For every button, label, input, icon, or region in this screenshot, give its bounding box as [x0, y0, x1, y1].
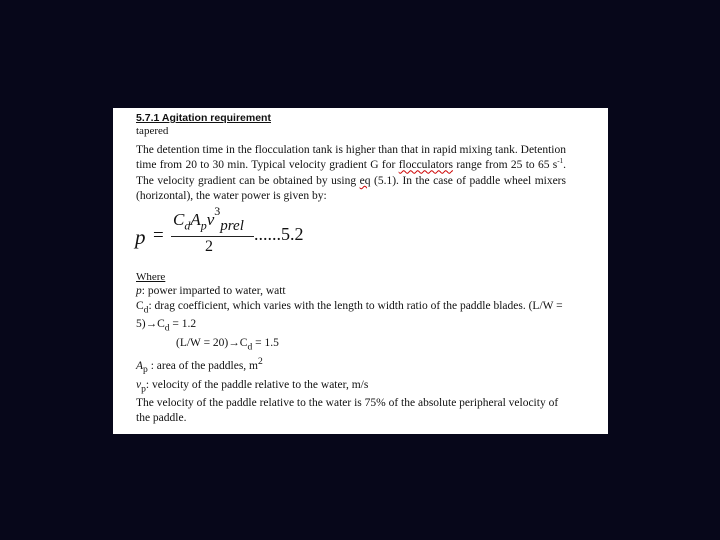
def-cd-sub3: d: [247, 341, 253, 353]
intro-text-1: The detention time in the flocculation tank is higher than that in rapid mixing tank. Detention time from 20 to 30 min. Typical velocity gradient G for: [136, 144, 566, 172]
def-cd-val1: = 1.2: [169, 318, 197, 331]
def-cd-line2: [136, 336, 566, 355]
def-cd-sub: d: [143, 304, 149, 316]
formula-a-sub: p: [200, 218, 207, 233]
intro-paragraph: [136, 143, 566, 205]
final-note: The velocity of the paddle relative to the water is 75% of the absolute peripheral velocity of the paddle.: [136, 397, 559, 425]
formula-v-sub: prel: [220, 217, 244, 234]
formula-v: v: [206, 209, 215, 229]
intro-eq-ref: eq: [359, 174, 371, 187]
formula-cd-sub: d: [184, 218, 191, 233]
def-cd-symbol: C: [136, 299, 144, 312]
formula-cd: C: [173, 209, 185, 229]
def-p-text: : power imparted to water, watt: [141, 284, 286, 297]
def-ap: [136, 354, 566, 377]
def-ap-symbol: A: [136, 360, 144, 373]
def-vp-sub: p: [141, 382, 146, 394]
formula-numerator: [173, 203, 244, 234]
intro-flocculators: flocculators: [398, 159, 453, 172]
formula-equals: =: [153, 224, 164, 246]
def-vp: [136, 378, 566, 397]
def-vp-text: : velocity of the paddle relative to the water, m/s: [145, 378, 369, 391]
def-cd-sub2: d: [164, 322, 170, 334]
formula-eq-number: ......5.2: [254, 223, 304, 244]
def-cd-val2: = 1.5: [252, 336, 279, 349]
section-heading: 5.7.1 Agitation requirement: [136, 112, 271, 124]
formula-v-exp: 3: [214, 203, 221, 218]
power-formula: [135, 203, 566, 265]
def-cd-line2-text: (L/W = 20)→C: [176, 336, 248, 349]
def-p-symbol: p: [136, 284, 142, 297]
def-cd: [136, 299, 566, 336]
formula-a: A: [190, 209, 201, 229]
def-vp-symbol: v: [136, 378, 142, 391]
section-subheading: tapered: [136, 125, 169, 137]
fraction-bar: [171, 236, 254, 237]
intro-text-2: range from 25 to 65 s: [452, 159, 558, 172]
def-ap-exp: 2: [258, 356, 263, 368]
intro-text-3: . The velocity gradient can be obtained by using: [136, 159, 566, 187]
def-ap-text: : area of the paddles, m: [147, 360, 258, 373]
formula-lhs: p: [135, 224, 146, 249]
formula-denominator: 2: [205, 237, 213, 255]
document-page: [113, 108, 608, 434]
def-cd-text: : drag coefficient, which varies with the length to width ratio of the paddle blades. (L/W = 5)→C: [136, 299, 563, 331]
def-p: [136, 284, 566, 299]
intro-exponent: -1: [557, 157, 564, 166]
intro-text-4: (5.1). In the case of paddle wheel mixers (horizontal), the water power is given by:: [136, 174, 566, 203]
where-label: Where: [136, 270, 166, 283]
def-ap-sub: p: [143, 364, 148, 376]
definitions-list: [136, 284, 566, 427]
